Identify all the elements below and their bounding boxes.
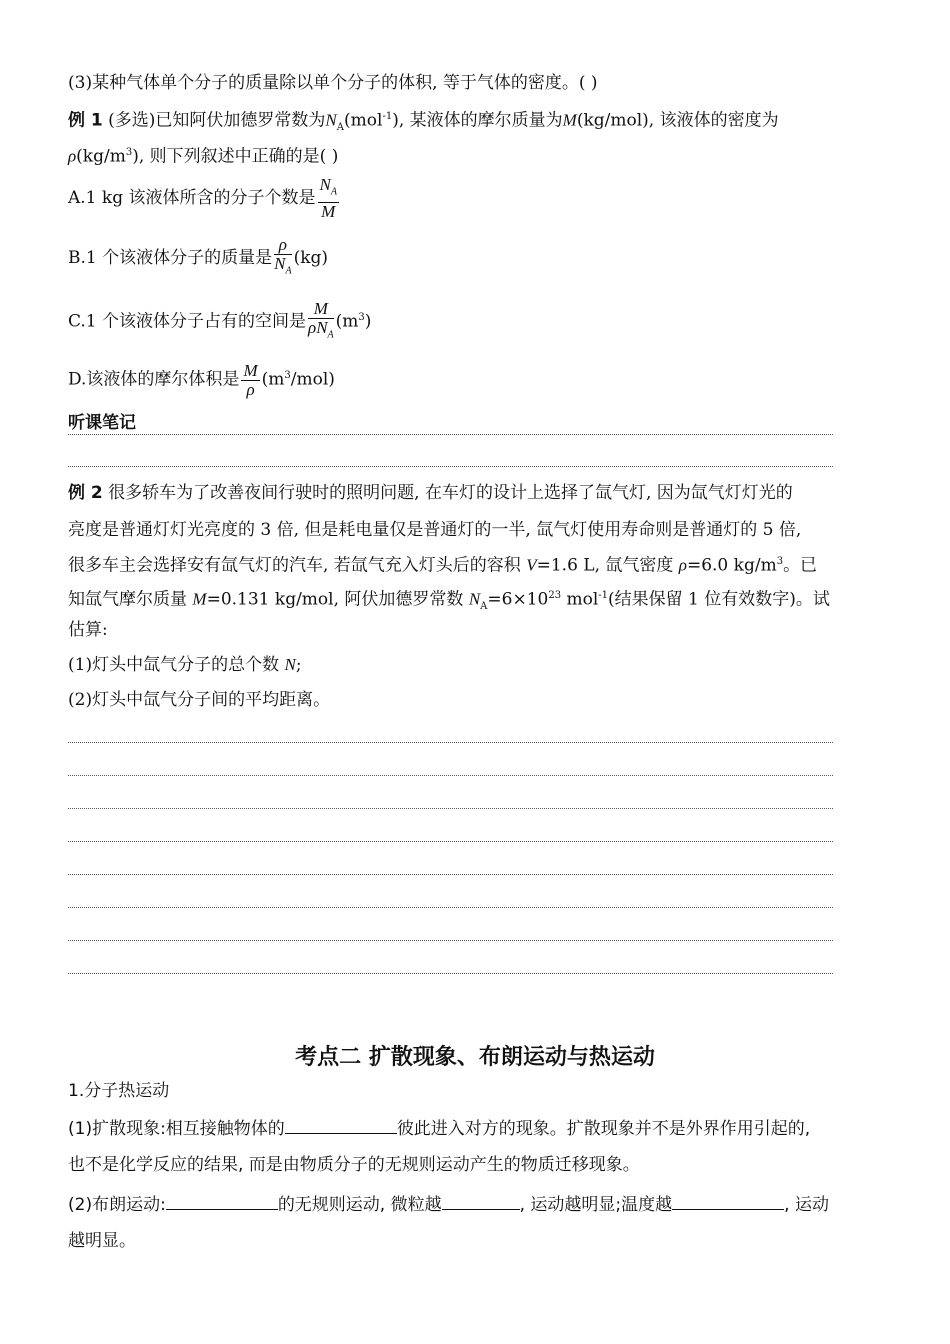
example2-line2: 亮度是普通灯灯光亮度的 3 倍, 但是耗电量仅是普通灯的一半, 氙气灯使用寿命则是普通灯的 5 倍, bbox=[68, 520, 802, 540]
fraction-m-over-rho: $\frac{M}{\rho}$ bbox=[243, 360, 258, 399]
option-d: D.该液体的摩尔体积是 $\frac{M}{\rho}$ $(m^3/mol)$ bbox=[68, 360, 335, 399]
fraction-m-over-rho-na: $\frac{M}{\rho N_A}$ bbox=[308, 298, 334, 341]
answer-line[interactable] bbox=[68, 808, 833, 809]
fraction-rho-over-na: $\frac{\rho}{N_A}$ bbox=[274, 235, 292, 277]
note-line[interactable] bbox=[68, 466, 833, 467]
fraction-na-over-m: $\frac{N_A}{M}$ bbox=[319, 175, 337, 221]
example2-line1: 例 2 很多轿车为了改善夜间行驶时的照明问题, 在车灯的设计上选择了氙气灯, 因为氙气灯灯光的 bbox=[68, 483, 793, 503]
fill-blank-4[interactable] bbox=[672, 1193, 784, 1210]
answer-line[interactable] bbox=[68, 907, 833, 908]
answer-line[interactable] bbox=[68, 742, 833, 743]
paragraph2-line1: (2)布朗运动: 的无规则运动, 微粒越 , 运动越明显;温度越 , 运动 bbox=[68, 1195, 829, 1215]
option-b: B.1 个该液体分子的质量是 $\frac{\rho}{N_A}$ (kg) bbox=[68, 236, 328, 281]
note-line[interactable] bbox=[68, 434, 833, 435]
paragraph1-line1: (1)扩散现象:相互接触物体的 彼此进入对方的现象。扩散现象并不是外界作用引起的, bbox=[68, 1119, 811, 1139]
answer-line[interactable] bbox=[68, 775, 833, 776]
paragraph2-line2: 越明显。 bbox=[68, 1231, 136, 1251]
example2-label: 例 2 bbox=[68, 483, 103, 503]
fill-blank-1[interactable] bbox=[285, 1117, 397, 1134]
answer-line[interactable] bbox=[68, 874, 833, 875]
example1-stem-line2: $\rho(kg/m^3)$, 则下列叙述中正确的是( ) bbox=[68, 146, 339, 167]
option-a: A.1 kg 该液体所含的分子个数是 $\frac{N_A}{M}$ bbox=[68, 175, 337, 221]
option-c: C.1 个该液体分子占有的空间是 $\frac{M}{\rho N_A}$ $(m^3)$ bbox=[68, 296, 371, 344]
example1-stem-line1: 例 1 (多选)已知阿伏加德罗常数为$N_A(mol^{-1})$, 某液体的摩尔质量为M(kg/mol), 该液体的密度为 bbox=[68, 110, 779, 134]
answer-line[interactable] bbox=[68, 940, 833, 941]
subsection-heading: 1.分子热运动 bbox=[68, 1081, 170, 1101]
section-title: 考点二 扩散现象、布朗运动与热运动 bbox=[295, 1045, 655, 1070]
example2-q2: (2)灯头中氙气分子间的平均距离。 bbox=[68, 690, 331, 710]
notes-label: 听课笔记 bbox=[68, 413, 136, 433]
example1-label: 例 1 bbox=[68, 110, 103, 131]
example2-line5: 估算: bbox=[68, 620, 108, 640]
fill-blank-2[interactable] bbox=[166, 1193, 278, 1210]
example2-line4: 知氙气摩尔质量 M=0.131 kg/mol, 阿伏加德罗常数 $N_A=6\times 10^{23}$ mol$^{-1}$(结果保留 1 位有效数字)。试 bbox=[68, 589, 830, 613]
answer-line[interactable] bbox=[68, 973, 833, 974]
answer-line[interactable] bbox=[68, 841, 833, 842]
example2-q1: (1)灯头中氙气分子的总个数 N; bbox=[68, 655, 302, 675]
q3-statement: (3)某种气体单个分子的质量除以单个分子的体积, 等于气体的密度。( ) bbox=[68, 73, 598, 93]
fill-blank-3[interactable] bbox=[442, 1193, 520, 1210]
paragraph1-line2: 也不是化学反应的结果, 而是由物质分子的无规则运动产生的物质迁移现象。 bbox=[68, 1155, 640, 1175]
example2-line3: 很多车主会选择安有氙气灯的汽车, 若氙气充入灯头后的容积 V=1.6 L, 氙气密度 ρ=6.0 $kg/m^3$。已 bbox=[68, 555, 818, 576]
